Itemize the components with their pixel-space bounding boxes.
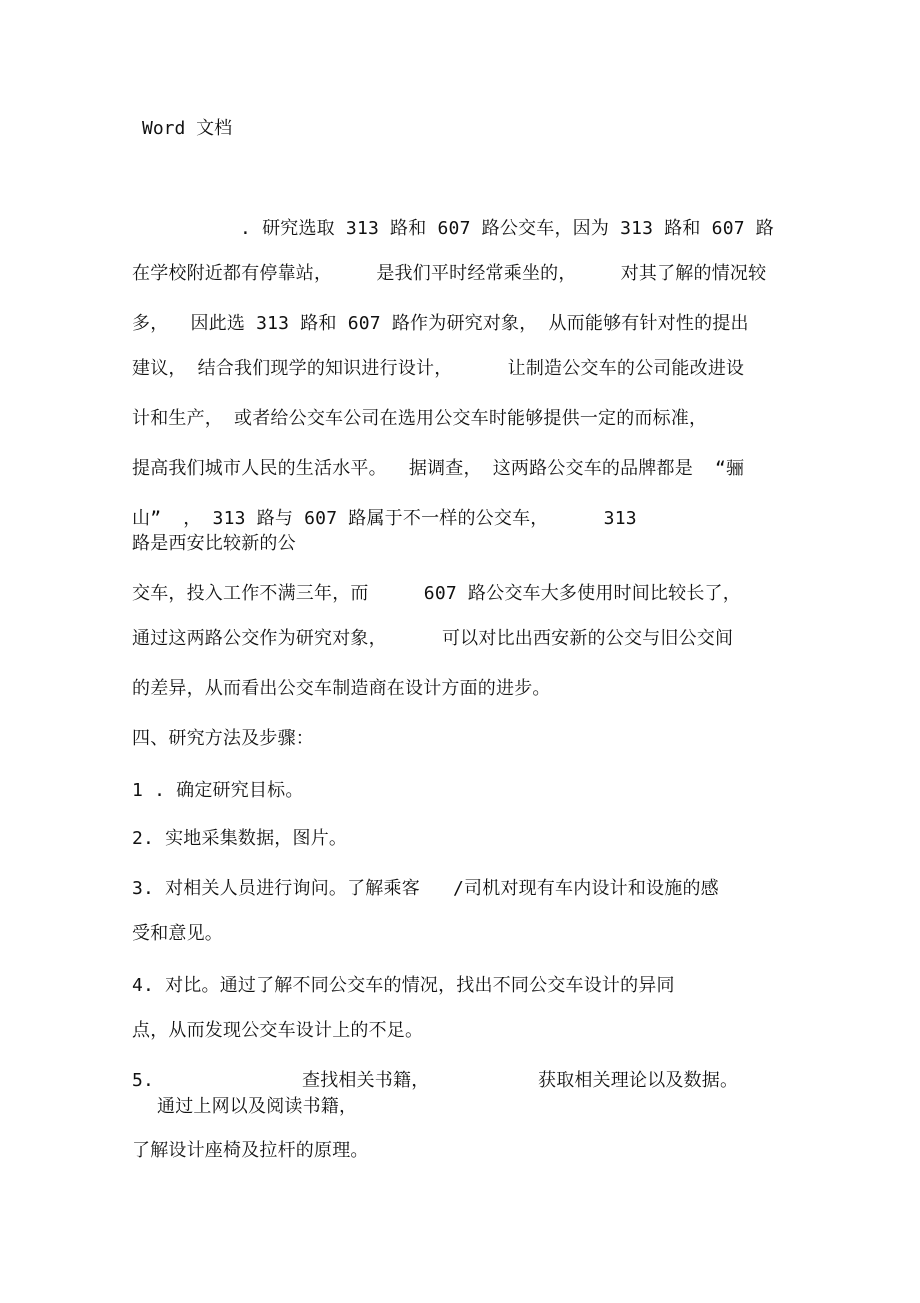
step-5-number: 5. (132, 1070, 155, 1091)
step-2: 2. 实地采集数据，图片。 (132, 828, 348, 849)
paragraph-line: 山” ， 313 路与 607 路属于不一样的公交车， 313 (132, 508, 637, 529)
paragraph-line: 的差异，从而看出公交车制造商在设计方面的进步。 (132, 678, 551, 699)
paragraph-line: 提高我们城市人民的生活水平。 据调查， 这两路公交车的品牌都是 “骊 (132, 458, 745, 479)
document-header: Word 文档 (142, 118, 233, 139)
paragraph-line: 交车，投入工作不满三年，而 607 路公交车大多使用时间比较长了， (132, 583, 741, 604)
step-5-part-1: 查找相关书籍， (302, 1070, 430, 1091)
step-3: 3. 对相关人员进行询问。了解乘客 /司机对现有车内设计和设施的感 (132, 878, 719, 899)
step-5-part-2: 获取相关理论以及数据。 (538, 1070, 739, 1091)
paragraph-line: 建议， 结合我们现学的知识进行设计， 让制造公交车的公司能改进设 (132, 358, 745, 379)
paragraph-line: 计和生产， 或者给公交车公司在选用公交车时能够提供一定的而标准， (132, 408, 708, 429)
paragraph-line: . 研究选取 313 路和 607 路公交车，因为 313 路和 607 路 (240, 218, 775, 239)
section-heading: 四、研究方法及步骤： (132, 728, 314, 749)
step-1: 1 . 确定研究目标。 (132, 780, 304, 801)
step-4-continued: 点，从而发现公交车设计上的不足。 (132, 1020, 424, 1041)
step-4: 4. 对比。通过了解不同公交车的情况，找出不同公交车设计的异同 (132, 975, 675, 996)
step-5-part-3: 通过上网以及阅读书籍， (157, 1096, 358, 1117)
paragraph-line: 路是西安比较新的公 (132, 533, 296, 554)
paragraph-line: 多， 因此选 313 路和 607 路作为研究对象， 从而能够有针对性的提出 (132, 313, 749, 334)
paragraph-line: 通过这两路公交作为研究对象， 可以对比出西安新的公交与旧公交间 (132, 628, 734, 649)
step-3-continued: 受和意见。 (132, 923, 223, 944)
step-5-continued: 了解设计座椅及拉杆的原理。 (132, 1140, 369, 1161)
paragraph-line: 在学校附近都有停靠站， 是我们平时经常乘坐的， 对其了解的情况较 (132, 263, 767, 284)
